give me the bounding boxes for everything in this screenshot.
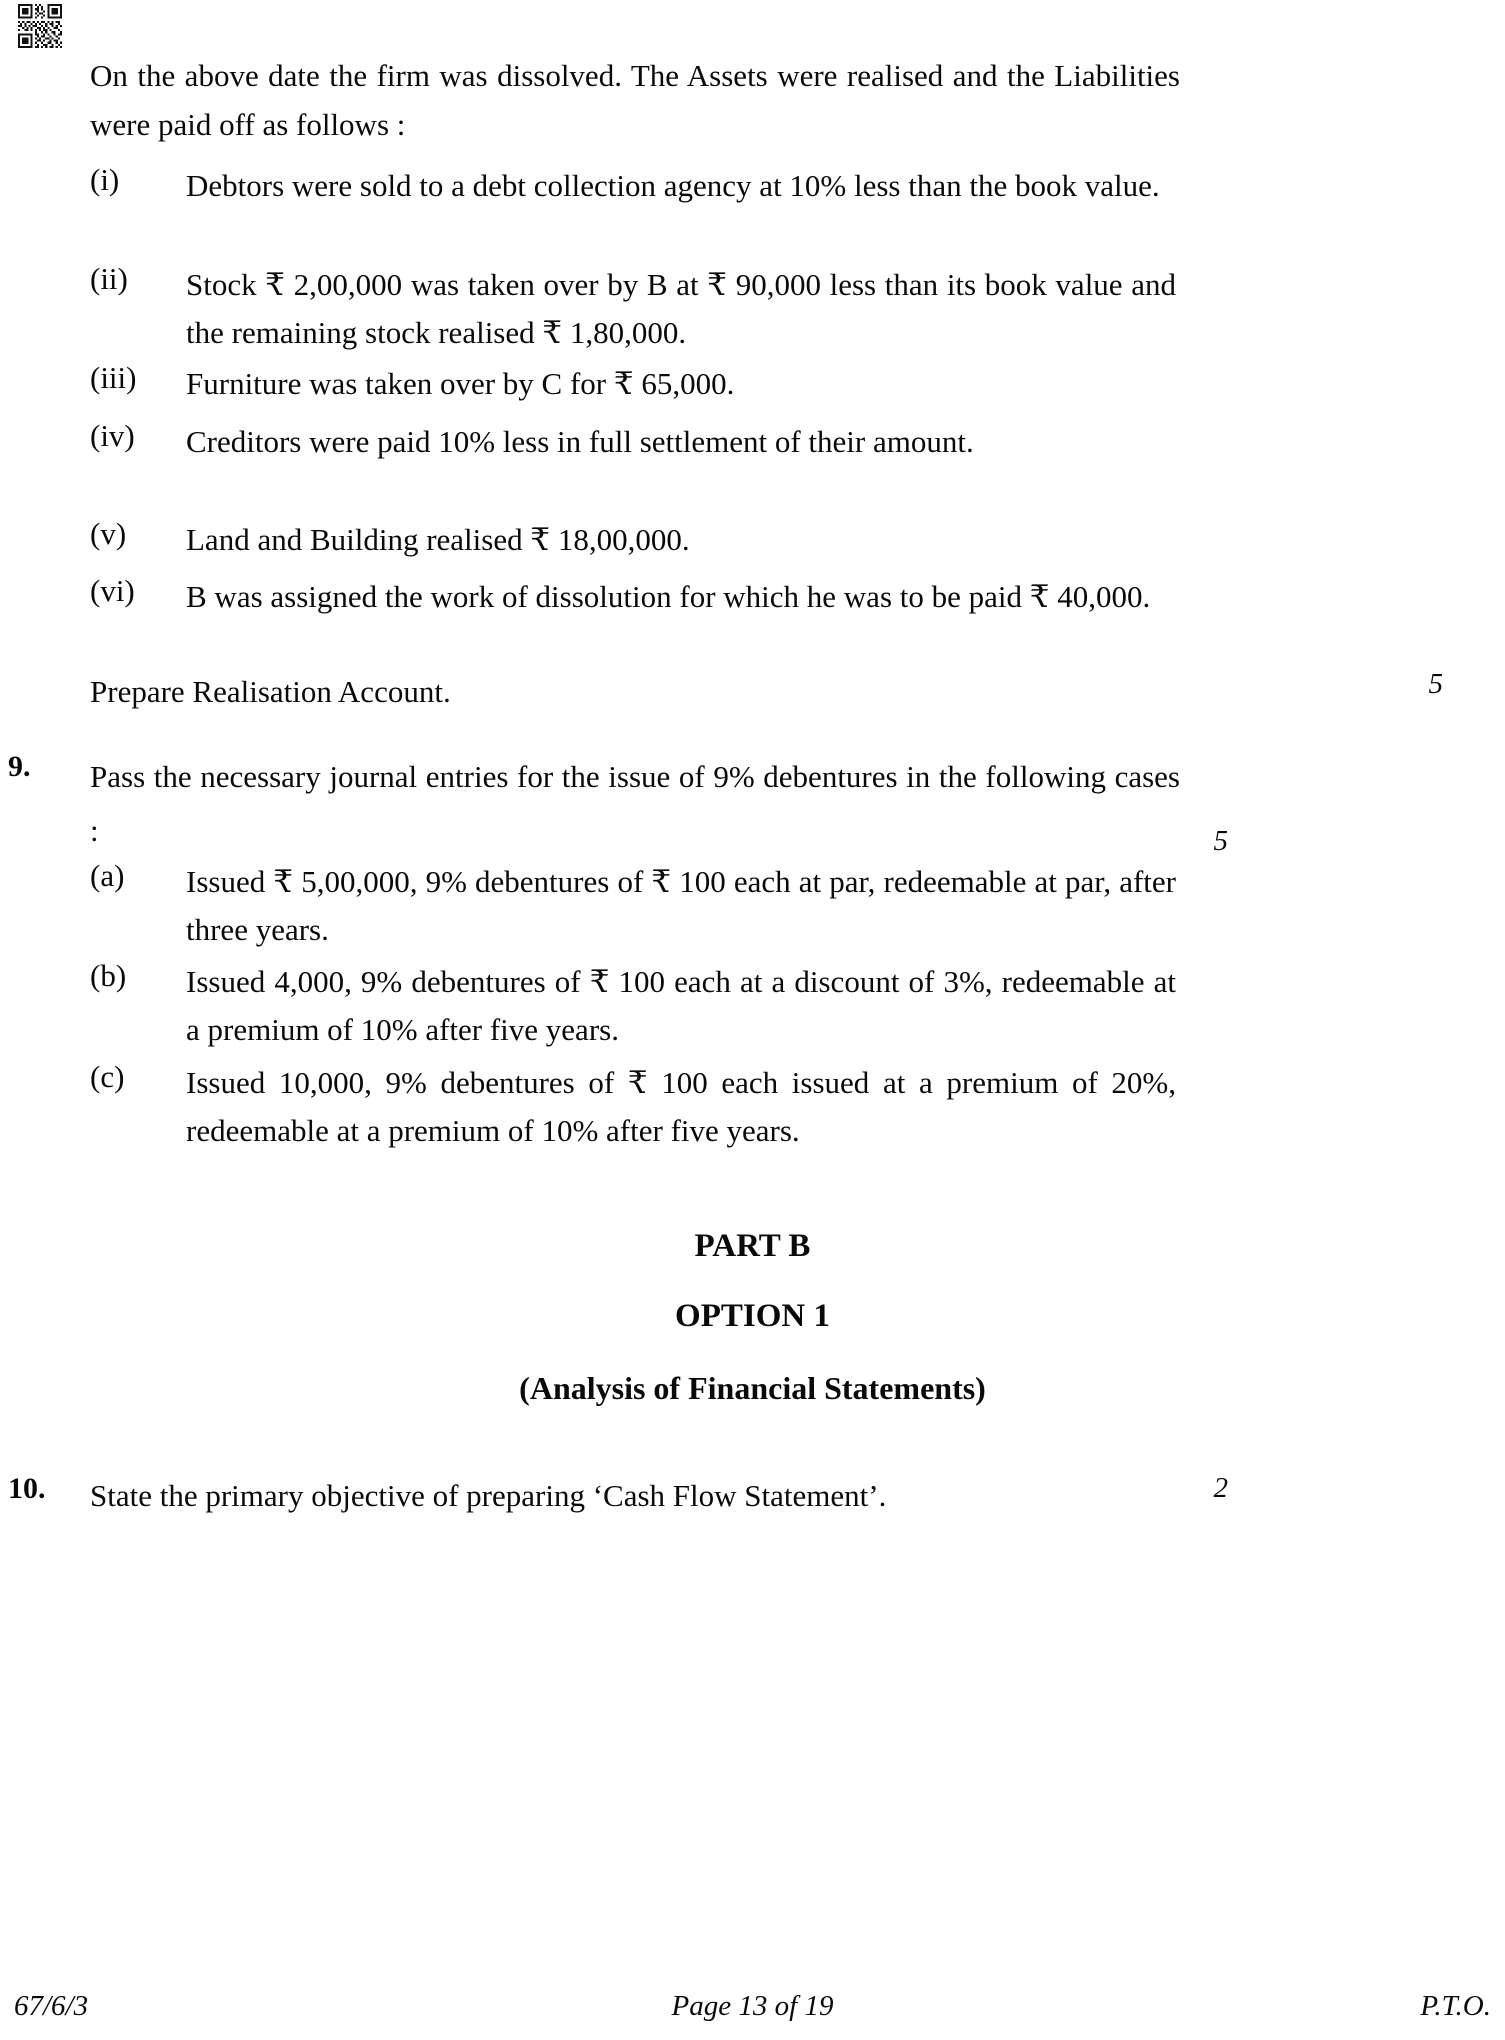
list-item-text: B was assigned the work of dissolution for which he was to be paid ₹ 40,000. xyxy=(186,579,1151,614)
marks-value: 5 xyxy=(1428,668,1443,700)
list-item-label: (v) xyxy=(90,516,127,551)
option-label: (a) xyxy=(90,858,125,893)
prepare-spacer xyxy=(0,668,90,717)
list-item-spacer xyxy=(0,418,90,466)
qr-code-icon xyxy=(18,4,62,48)
prepare-realisation-row xyxy=(0,668,1505,717)
list-item-text: Debtors were sold to a debt collection agency at 10% less than the book value. xyxy=(186,168,1160,203)
intro-paragraph: On the above date the firm was dissolved. The Assets were realised and the Liabilities were paid off as follows : xyxy=(90,58,1180,142)
list-item xyxy=(0,162,1505,210)
list-item-spacer xyxy=(0,516,90,564)
footer-paper-code: 67/6/3 xyxy=(14,1990,89,2022)
footer-pto: P.T.O. xyxy=(1420,1990,1491,2022)
list-item xyxy=(0,573,1505,621)
option-spacer xyxy=(0,958,90,1055)
list-item-text: Stock ₹ 2,00,000 was taken over by B at ₹ 90,000 less than its book value and the remaining stock realised ₹ 1,80,000. xyxy=(186,267,1176,351)
part-b-title: PART B xyxy=(694,1228,811,1264)
intro-spacer xyxy=(0,52,90,150)
part-b-option: OPTION 1 xyxy=(675,1298,830,1334)
list-item xyxy=(0,360,1505,408)
option-text: Issued 10,000, 9% debentures of ₹ 100 each issued at a premium of 20%, redeemable at a premium of 10% after five years. xyxy=(186,1065,1176,1149)
intro-row xyxy=(0,52,1505,150)
question-10-text: State the primary objective of preparing ‘Cash Flow Statement’. xyxy=(90,1478,887,1513)
question-10-row xyxy=(0,1472,1505,1521)
list-item-spacer xyxy=(0,162,90,210)
question-9-row xyxy=(0,750,1505,858)
part-b-subtitle: (Analysis of Financial Statements) xyxy=(519,1370,986,1406)
list-item-spacer xyxy=(0,360,90,408)
list-item xyxy=(0,958,1505,1055)
list-item-label: (iii) xyxy=(90,360,137,395)
list-item xyxy=(0,1059,1505,1156)
list-item xyxy=(0,418,1505,466)
option-label: (b) xyxy=(90,958,127,993)
list-item-label: (iv) xyxy=(90,418,135,453)
option-spacer xyxy=(0,1059,90,1156)
list-item xyxy=(0,261,1505,358)
question-9-marks: 5 xyxy=(1213,824,1228,857)
list-item-spacer xyxy=(0,573,90,621)
list-item xyxy=(0,516,1505,564)
list-item-text: Furniture was taken over by C for ₹ 65,000. xyxy=(186,366,735,401)
list-item-spacer xyxy=(0,261,90,358)
page-footer xyxy=(0,1990,1505,2040)
question-9-text: Pass the necessary journal entries for the issue of 9% debentures in the following cases : xyxy=(90,759,1180,848)
option-text: Issued 4,000, 9% debentures of ₹ 100 each at a discount of 3%, redeemable at a premium of 10% after five years. xyxy=(186,964,1176,1048)
prepare-realisation-text: Prepare Realisation Account. xyxy=(90,674,451,709)
list-item-label: (i) xyxy=(90,162,120,197)
list-item-label: (vi) xyxy=(90,573,135,608)
question-10-marks: 2 xyxy=(1213,1472,1228,1504)
list-item-label: (ii) xyxy=(90,261,128,296)
question-10-number: 10. xyxy=(8,1472,46,1505)
option-label: (c) xyxy=(90,1059,125,1094)
list-item-text: Land and Building realised ₹ 18,00,000. xyxy=(186,522,690,557)
footer-page-number: Page 13 of 19 xyxy=(671,1990,834,2022)
list-item xyxy=(0,858,1505,955)
option-spacer xyxy=(0,858,90,955)
list-item-text: Creditors were paid 10% less in full settlement of their amount. xyxy=(186,424,974,459)
question-9-number: 9. xyxy=(8,750,31,783)
option-text: Issued ₹ 5,00,000, 9% debentures of ₹ 100 each at par, redeemable at par, after three years. xyxy=(186,864,1176,948)
